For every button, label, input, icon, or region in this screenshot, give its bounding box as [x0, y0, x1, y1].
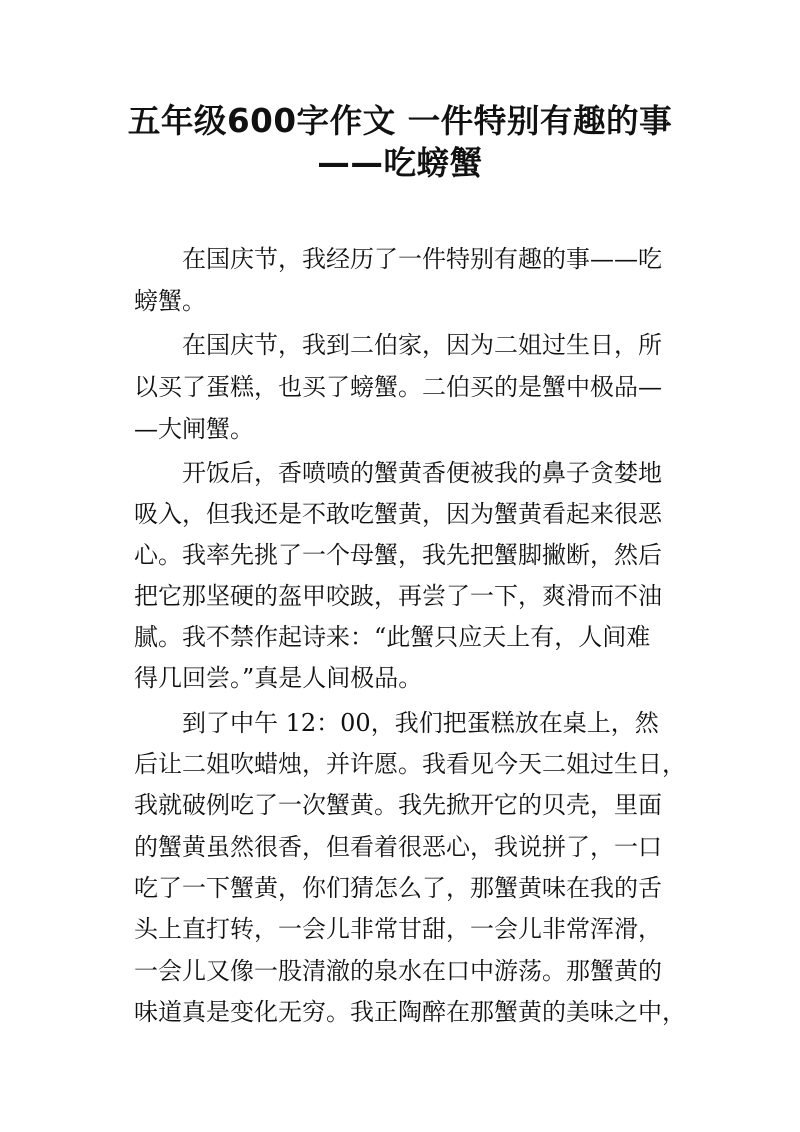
- body-line: 心。我率先挑了一个母蟹，我先把蟹脚撇断，然后: [134, 541, 662, 569]
- body-line: 头上直打转，一会儿非常甘甜，一会儿非常浑滑，: [134, 915, 662, 943]
- body-line: 吸入，但我还是不敢吃蟹黄，因为蟹黄看起来很恶: [134, 500, 662, 528]
- body-line: 螃蟹。: [134, 287, 206, 315]
- body-line: 开饭后，香喷喷的蟹黄香便被我的鼻子贪婪地: [182, 459, 662, 487]
- body-line: 以买了蛋糕，也买了螃蟹。二伯买的是蟹中极品—: [134, 373, 662, 401]
- body-line: 的蟹黄虽然很香，但看着很恶心，我说拼了，一口: [134, 833, 662, 861]
- body-line: 吃了一下蟹黄，你们猜怎么了，那蟹黄味在我的舌: [134, 874, 662, 902]
- body-line: 后让二姐吹蜡烛，并许愿。我看见今天二姐过生日，: [134, 750, 686, 778]
- body-line: 把它那坚硬的盔甲咬跛，再尝了一下，爽滑而不油: [134, 582, 662, 610]
- body-line: 味道真是变化无穷。我正陶醉在那蟹黄的美味之中，: [134, 998, 686, 1026]
- body-line: 在国庆节，我经历了一件特别有趣的事——吃: [182, 245, 662, 273]
- body-line: 在国庆节，我到二伯家，因为二姐过生日，所: [182, 331, 662, 359]
- body-line: 到了中午 12：00，我们把蛋糕放在桌上，然: [182, 709, 659, 737]
- document-title-line-1: 五年级600字作文 一件特别有趣的事: [127, 102, 673, 140]
- document-title-line-2: ——吃螃蟹: [317, 144, 483, 182]
- body-line: 一会儿又像一股清澈的泉水在口中游荡。那蟹黄的: [134, 957, 662, 985]
- body-line: 腻。我不禁作起诗来：“此蟹只应天上有，人间难: [134, 623, 651, 651]
- body-line: —大闸蟹。: [134, 415, 254, 443]
- body-line: 得几回尝。”真是人间极品。: [134, 664, 423, 692]
- body-line: 我就破例吃了一次蟹黄。我先掀开它的贝壳，里面: [134, 791, 662, 819]
